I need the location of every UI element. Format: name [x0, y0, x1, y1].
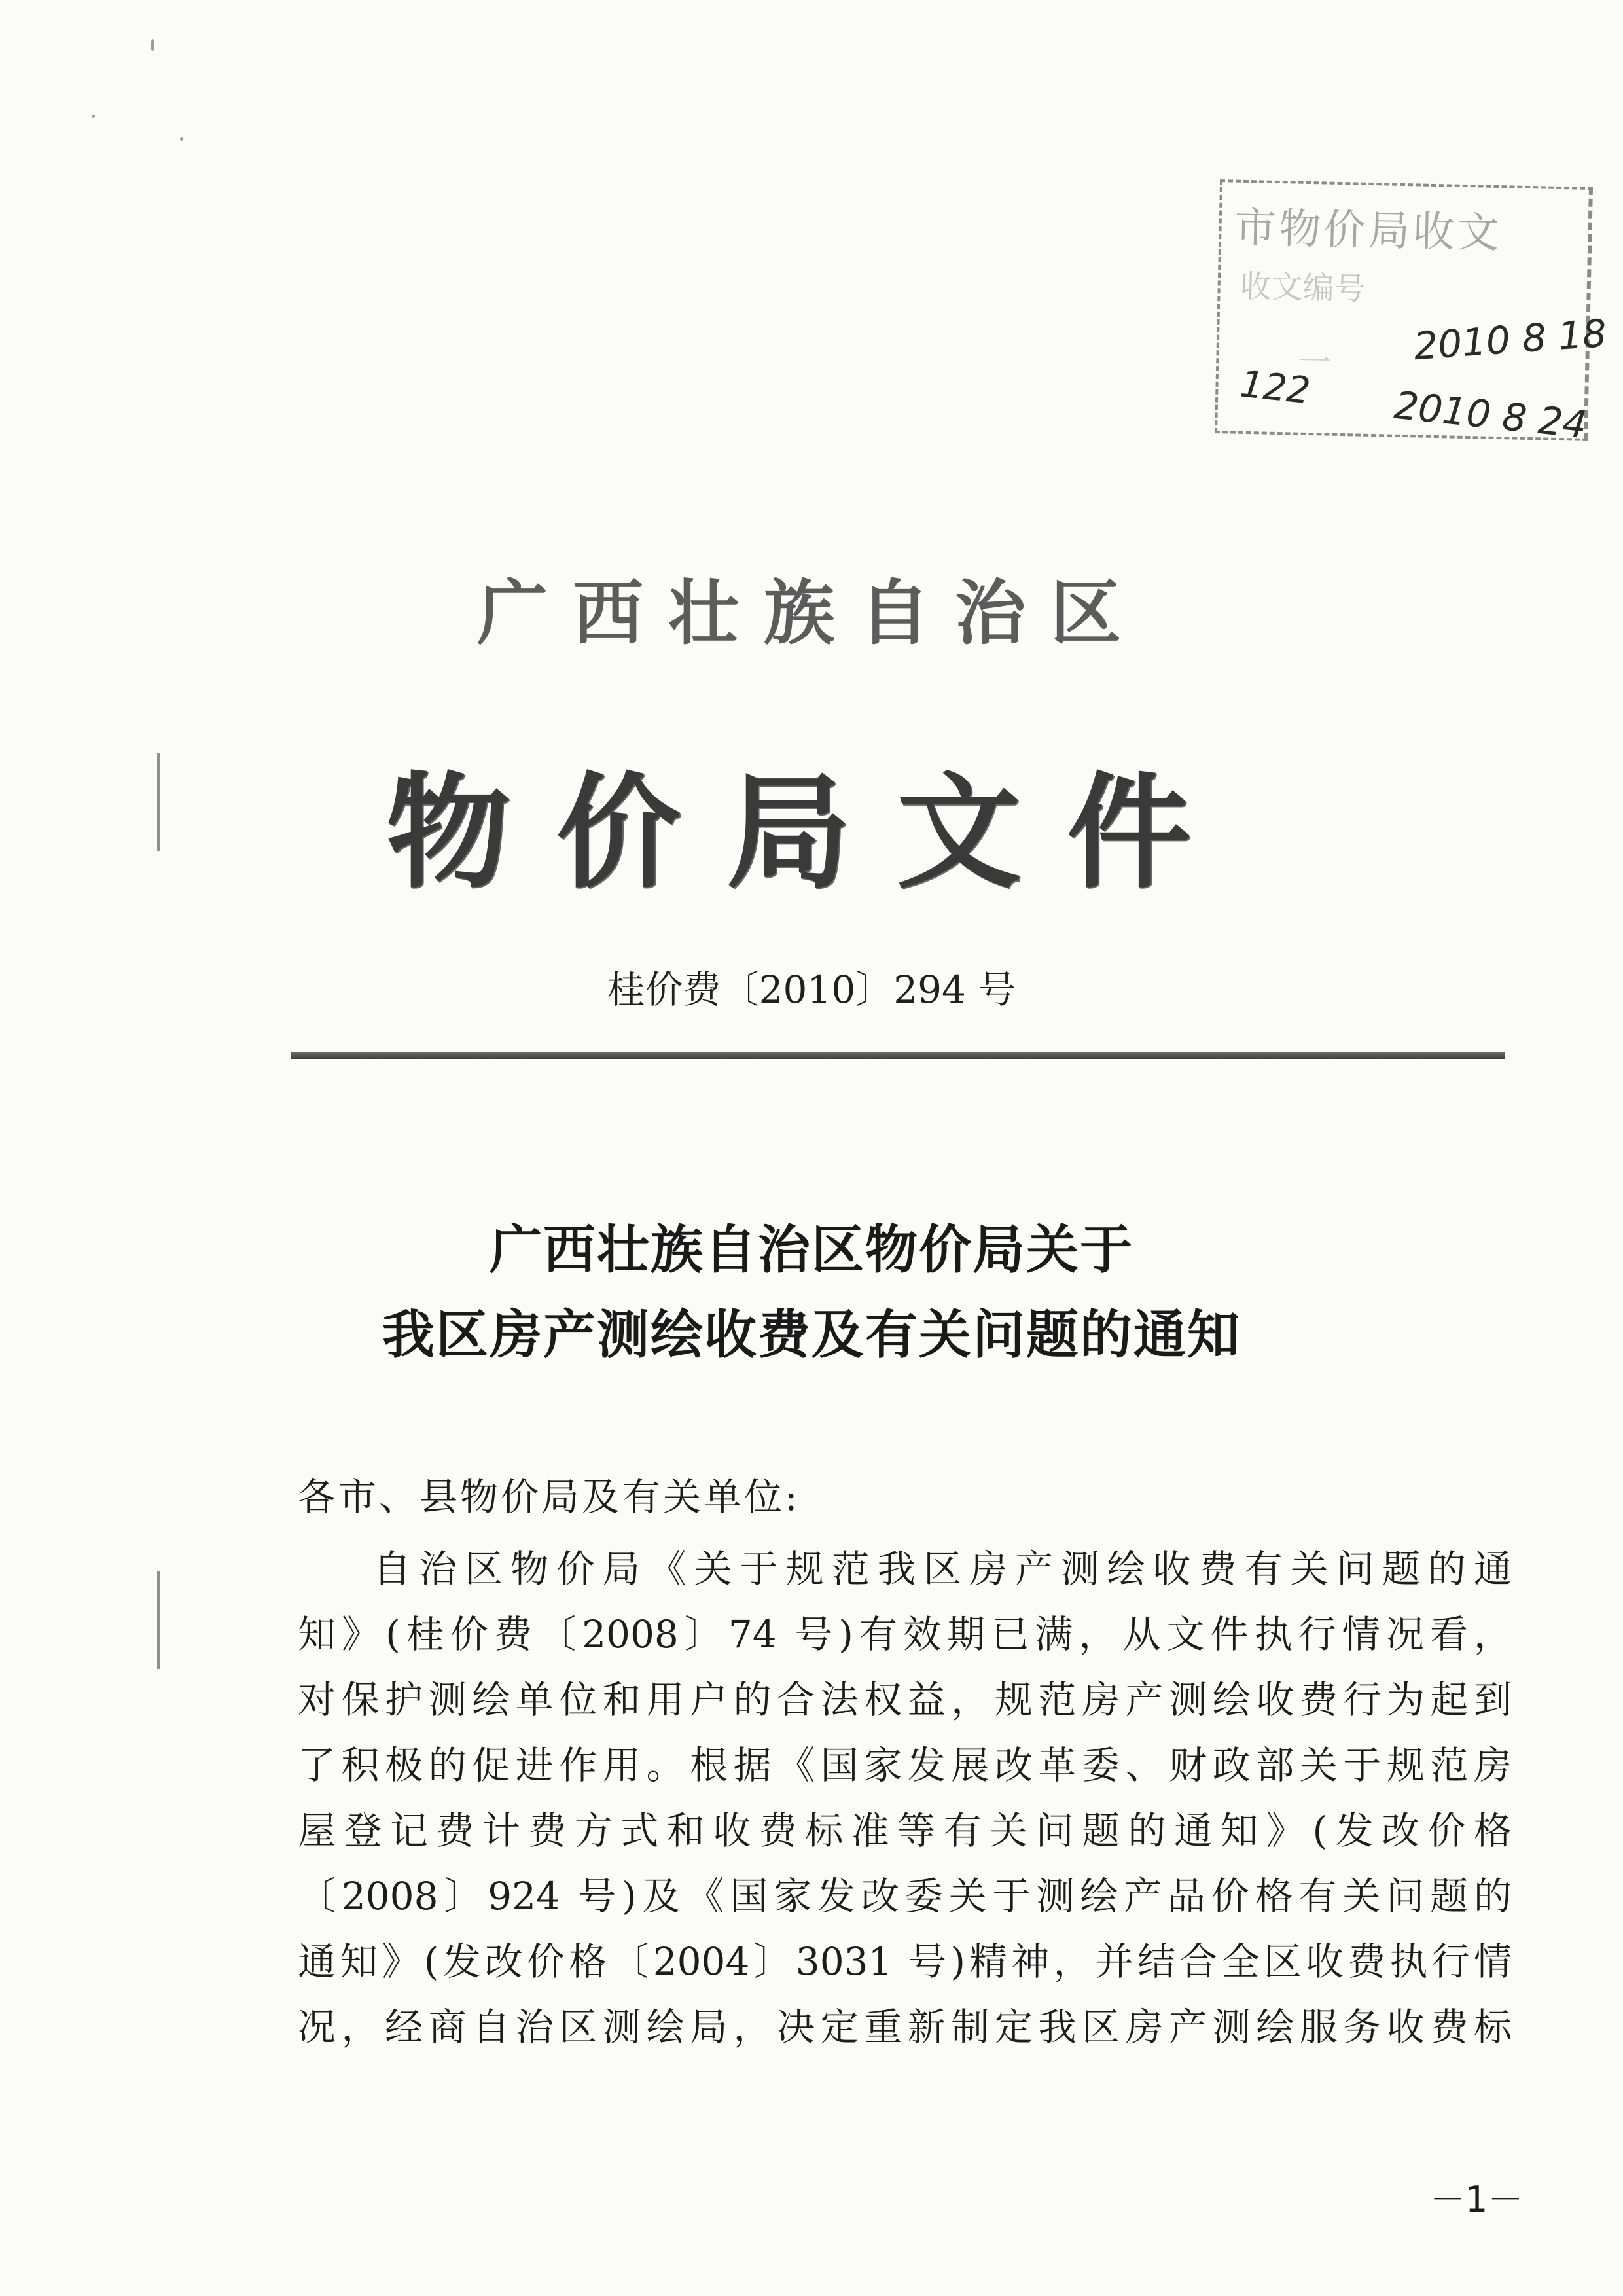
- stamp-line: 收文编号: [1240, 268, 1366, 308]
- body-line: 屋登记费计费方式和收费标准等有关问题的通知》(发改价格: [298, 1808, 1512, 1853]
- handwritten-date: 2010 8 24: [1392, 382, 1589, 448]
- salutation: 各市、县物价局及有关单位:: [298, 1475, 800, 1519]
- issuer-document-title: 物价局文件: [385, 759, 1237, 905]
- body-line: 对保护测绘单位和用户的合法权益，规范房产测绘收费行为起到: [298, 1677, 1512, 1722]
- body-line: 通知》(发改价格〔2004〕3031 号)精神，并结合全区收费执行情: [298, 1939, 1512, 1984]
- scan-speck: [92, 115, 95, 118]
- body-line: 知》(桂价费〔2008〕74 号)有效期已满，从文件执行情况看，: [298, 1612, 1512, 1657]
- body-line: 〔2008〕924 号)及《国家发改委关于测绘产品价格有关问题的: [298, 1874, 1512, 1918]
- stamp-title: 市物价局收文: [1234, 204, 1503, 259]
- body-line: 况，经商自治区测绘局，决定重新制定我区房产测绘服务收费标: [298, 2005, 1512, 2049]
- handwritten-date: 2010 8 18: [1412, 310, 1609, 369]
- stamp-line: 一: [1296, 342, 1332, 383]
- scan-speck: [180, 137, 183, 141]
- notice-title-line2: 我区房产测绘收费及有关问题的通知: [382, 1304, 1241, 1365]
- notice-title-line1: 广西壮族自治区物价局关于: [490, 1219, 1133, 1280]
- body-line: 自治区物价局《关于规范我区房产测绘收费有关问题的通: [373, 1547, 1512, 1591]
- header-divider: [291, 1052, 1505, 1059]
- scan-speck: [151, 39, 154, 51]
- binder-mark: [157, 1571, 160, 1669]
- issuer-region: 广西壮族自治区: [476, 572, 1146, 655]
- document-number: 桂价费〔2010〕294 号: [607, 967, 1016, 1012]
- page-number: －1－: [1430, 2179, 1524, 2220]
- handwritten-number: 122: [1238, 363, 1312, 413]
- body-line: 了积极的促进作用。根据《国家发展改革委、财政部关于规范房: [298, 1743, 1512, 1787]
